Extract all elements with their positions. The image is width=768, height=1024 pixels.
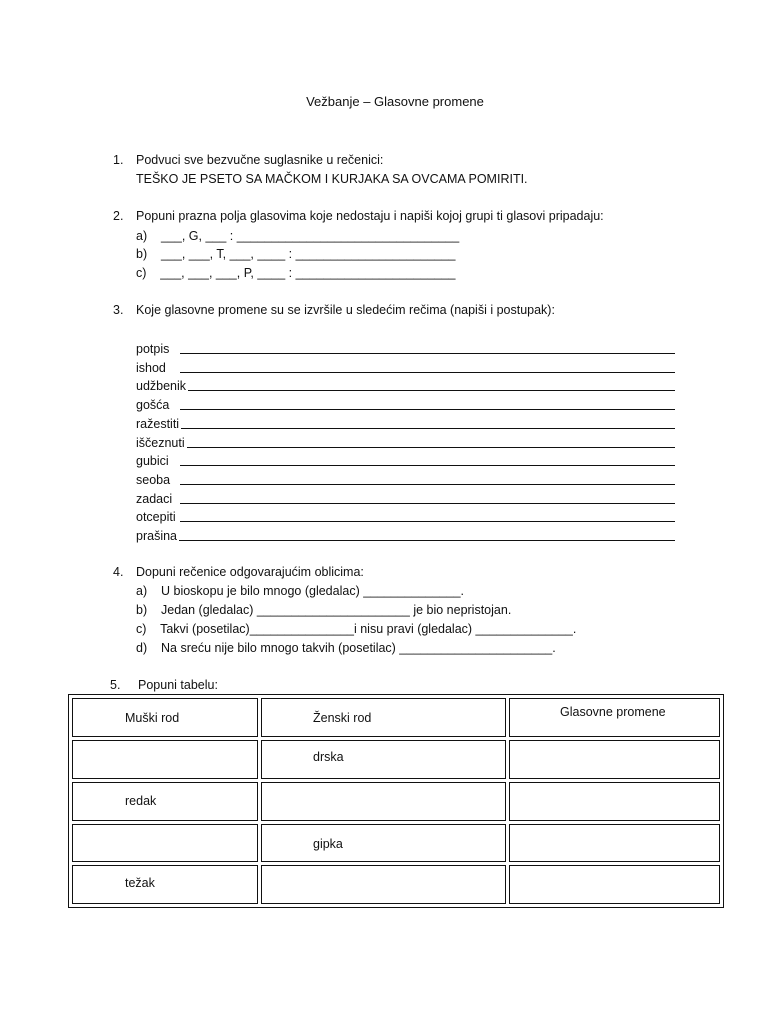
q2-item-c[interactable]: c) ___, ___, ___, P, ____ : _______________________ [136,266,456,280]
word-label: udžbenik [136,379,187,394]
q5-text: Popuni tabelu: [138,678,218,692]
table-cell[interactable] [509,865,720,904]
q2-text: Popuni prazna polja glasovima koje nedostaju i napiši kojoj grupi ti glasovi pripadaju: [136,209,604,223]
q3-number: 3. [113,303,124,317]
answer-underline[interactable] [180,503,675,504]
table-cell[interactable]: težak [72,865,258,904]
q1-sentence: TEŠKO JE PSETO SA MAČKOM I KURJAKA SA OVCAMA POMIRITI. [136,172,528,186]
answer-line[interactable] [136,397,675,413]
header-cell-masculine: Muški rod [72,698,258,737]
q1-text: Podvuci sve bezvučne suglasnike u rečenici: [136,153,384,167]
q2-number: 2. [113,209,124,223]
table-row [72,865,720,904]
answer-underline[interactable] [179,540,675,541]
table-cell[interactable] [261,865,506,904]
q5-number: 5. [110,678,121,692]
word-label: iščeznuti [136,435,185,450]
q4-item-c[interactable]: c) Takvi (posetilac)_______________i nisu pravi (gledalac) ______________. [136,622,577,636]
answer-line[interactable] [136,360,675,376]
answer-underline[interactable] [181,428,675,429]
table-cell[interactable] [509,782,720,821]
fill-table [68,694,724,908]
q4-text: Dopuni rečenice odgovarajućim oblicima: [136,565,364,579]
word-label: ražestiti [136,416,180,431]
word-label: otcepiti [136,510,176,525]
answer-line[interactable] [136,378,675,394]
q2-item-b[interactable]: b) ___, ___, T, ___, ____ : _______________________ [136,247,456,261]
word-label: seoba [136,472,171,487]
page-title: Vežbanje – Glasovne promene [306,94,484,109]
answer-underline[interactable] [180,521,675,522]
q4-number: 4. [113,565,124,579]
word-label: ishod [136,360,166,375]
answer-line[interactable] [136,416,675,432]
q1-number: 1. [113,153,124,167]
word-label: zadaci [136,491,173,506]
table-cell[interactable] [72,824,258,863]
answer-underline[interactable] [180,353,675,354]
word-label: gubici [136,454,169,469]
answer-line[interactable] [136,491,675,507]
q3-text: Koje glasovne promene su se izvršile u sledećim rečima (napiši i postupak): [136,303,555,317]
answer-underline[interactable] [180,484,675,485]
answer-underline[interactable] [188,390,675,391]
table-row [72,782,720,821]
answer-underline[interactable] [180,409,675,410]
table-row [72,824,720,863]
answer-line[interactable] [136,509,675,525]
header-cell-sound-changes: Glasovne promene [509,698,720,737]
answer-line[interactable] [136,472,675,488]
word-label: potpis [136,342,170,356]
table-cell[interactable] [509,740,720,780]
header-cell-feminine: Ženski rod [261,698,506,737]
q4-item-b[interactable]: b) Jedan (gledalac) ______________________ je bio nepristojan. [136,603,512,617]
q4-item-d[interactable]: d) Na sreću nije bilo mnogo takvih (posetilac) ______________________. [136,641,556,655]
answer-underline[interactable] [180,372,675,373]
answer-underline[interactable] [180,465,675,466]
q4-item-a[interactable]: a) U bioskopu je bilo mnogo (gledalac) ______________. [136,584,465,598]
table-cell[interactable]: redak [72,782,258,821]
table-header-row [72,698,720,737]
table-cell[interactable]: drska [261,740,506,780]
answer-line[interactable] [136,435,675,451]
table-row [72,740,720,780]
table-cell[interactable]: gipka [261,824,506,863]
answer-underline[interactable] [187,447,675,448]
table-cell[interactable] [72,740,258,780]
word-label: gošća [136,398,170,413]
table-cell[interactable] [261,782,506,821]
q2-item-a[interactable]: a) ___, G, ___ : ________________________________ [136,229,460,243]
answer-line[interactable] [136,453,675,469]
answer-line[interactable] [136,341,675,357]
answer-line[interactable] [136,528,675,544]
table-cell[interactable] [509,824,720,863]
word-label: prašina [136,529,177,543]
